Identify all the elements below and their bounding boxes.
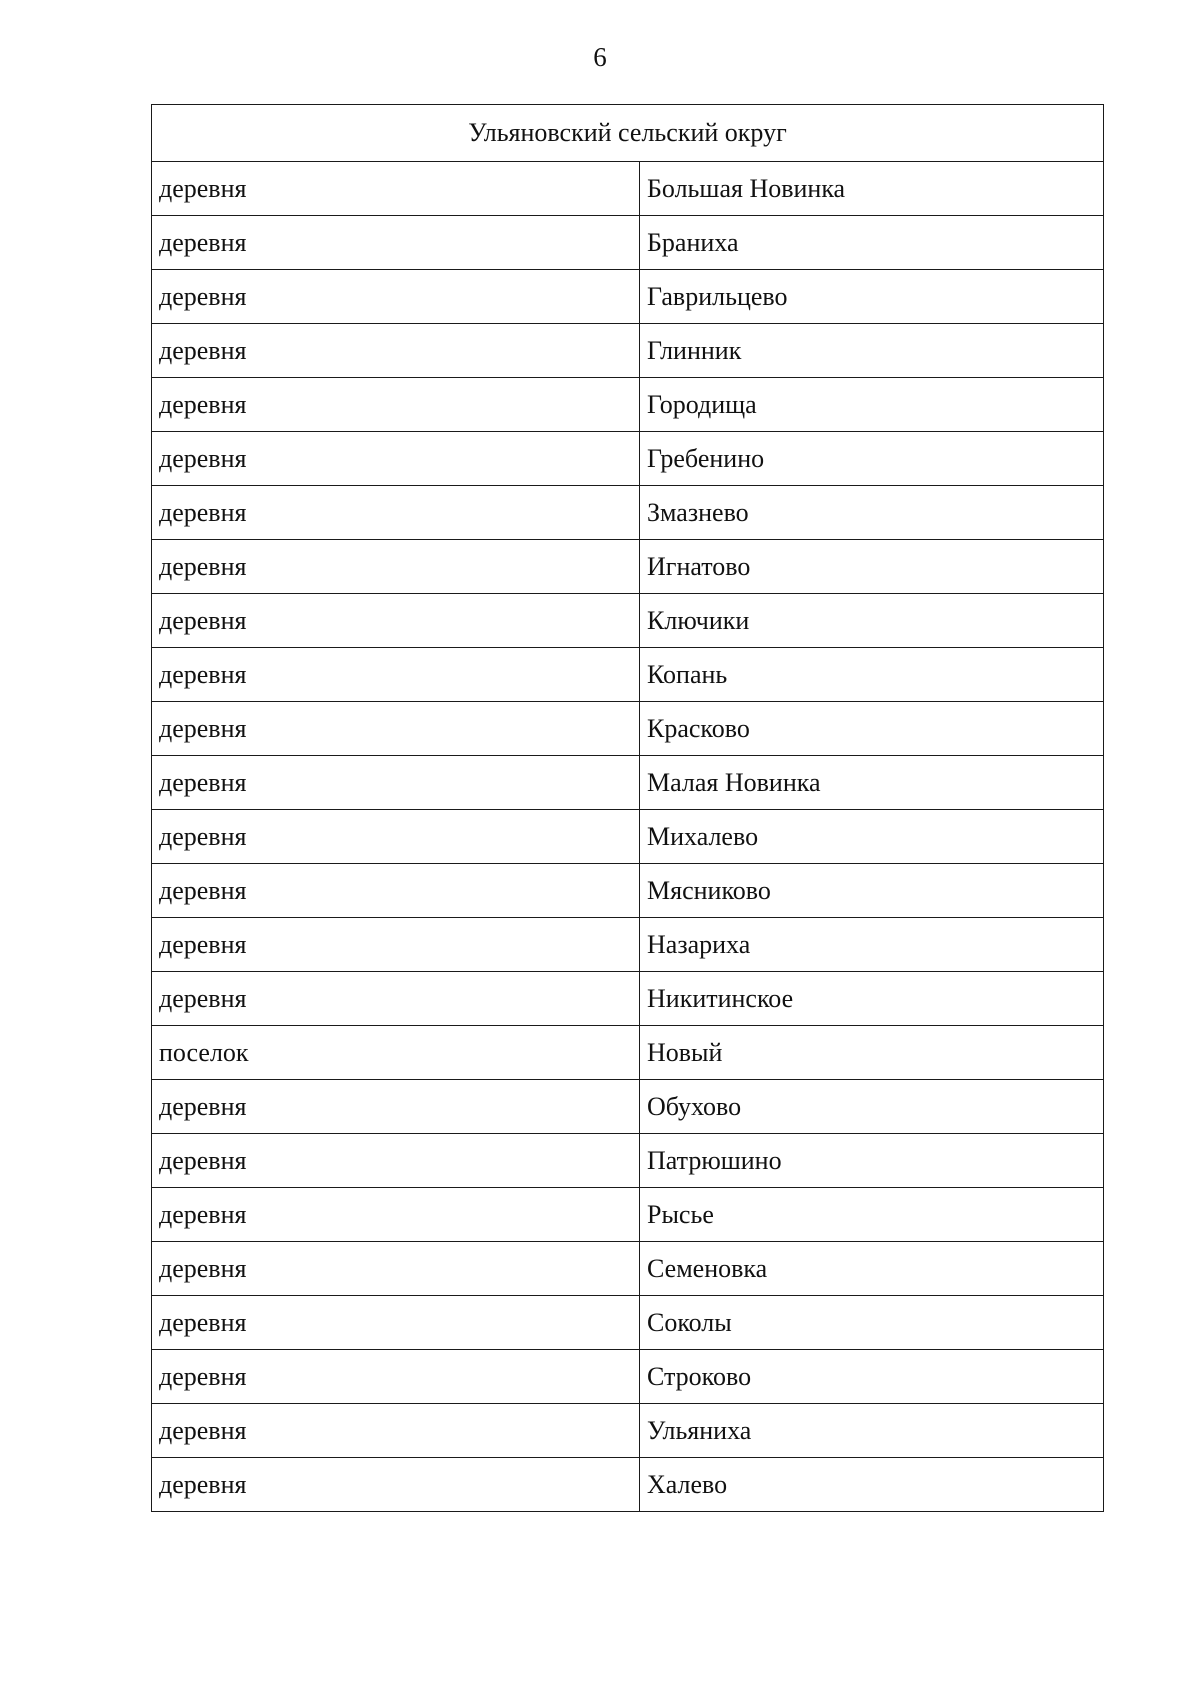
settlement-type-cell: деревня bbox=[152, 270, 640, 324]
settlement-name-cell: Мясниково bbox=[640, 864, 1104, 918]
settlement-name-cell: Обухово bbox=[640, 1080, 1104, 1134]
table-row bbox=[152, 1134, 1104, 1188]
page-number: 6 bbox=[593, 42, 607, 72]
settlement-name-cell: Ульяниха bbox=[640, 1404, 1104, 1458]
settlement-name-cell: Змазнево bbox=[640, 486, 1104, 540]
table-row bbox=[152, 756, 1104, 810]
table-row bbox=[152, 486, 1104, 540]
settlement-name-cell: Малая Новинка bbox=[640, 756, 1104, 810]
settlement-name-cell: Строково bbox=[640, 1350, 1104, 1404]
table-row bbox=[152, 702, 1104, 756]
settlement-type-cell: деревня bbox=[152, 1188, 640, 1242]
table-row bbox=[152, 1080, 1104, 1134]
settlements-table bbox=[151, 104, 1104, 1512]
table-row bbox=[152, 324, 1104, 378]
table-row bbox=[152, 540, 1104, 594]
settlement-type-cell: деревня bbox=[152, 486, 640, 540]
table-row bbox=[152, 1350, 1104, 1404]
settlement-name-cell: Халево bbox=[640, 1458, 1104, 1512]
settlement-name-cell: Большая Новинка bbox=[640, 162, 1104, 216]
table-row bbox=[152, 594, 1104, 648]
settlement-name-cell: Браниха bbox=[640, 216, 1104, 270]
settlement-name-cell: Патрюшино bbox=[640, 1134, 1104, 1188]
settlement-type-cell: деревня bbox=[152, 324, 640, 378]
table-row bbox=[152, 1026, 1104, 1080]
table-row bbox=[152, 864, 1104, 918]
settlement-type-cell: деревня bbox=[152, 540, 640, 594]
settlement-name-cell: Копань bbox=[640, 648, 1104, 702]
settlement-name-cell: Рысье bbox=[640, 1188, 1104, 1242]
settlement-name-cell: Игнатово bbox=[640, 540, 1104, 594]
settlement-name-cell: Никитинское bbox=[640, 972, 1104, 1026]
table-row bbox=[152, 216, 1104, 270]
settlement-type-cell: деревня bbox=[152, 648, 640, 702]
table-row bbox=[152, 432, 1104, 486]
settlement-type-cell: деревня bbox=[152, 1080, 640, 1134]
district-header: Ульяновский сельский округ bbox=[152, 105, 1104, 162]
table-row bbox=[152, 378, 1104, 432]
settlement-name-cell: Ключики bbox=[640, 594, 1104, 648]
settlement-type-cell: деревня bbox=[152, 594, 640, 648]
settlement-type-cell: деревня bbox=[152, 1242, 640, 1296]
settlement-type-cell: деревня bbox=[152, 1458, 640, 1512]
table-row bbox=[152, 1404, 1104, 1458]
settlement-name-cell: Гребенино bbox=[640, 432, 1104, 486]
table-row bbox=[152, 270, 1104, 324]
settlement-type-cell: деревня bbox=[152, 918, 640, 972]
table-row bbox=[152, 648, 1104, 702]
settlement-name-cell: Соколы bbox=[640, 1296, 1104, 1350]
settlement-name-cell: Красково bbox=[640, 702, 1104, 756]
table-row bbox=[152, 972, 1104, 1026]
settlement-type-cell: деревня bbox=[152, 702, 640, 756]
table-row bbox=[152, 1188, 1104, 1242]
settlement-type-cell: деревня bbox=[152, 1134, 640, 1188]
settlement-type-cell: деревня bbox=[152, 864, 640, 918]
table-row bbox=[152, 162, 1104, 216]
settlement-name-cell: Городища bbox=[640, 378, 1104, 432]
table-row bbox=[152, 1458, 1104, 1512]
table-row bbox=[152, 918, 1104, 972]
settlement-type-cell: деревня bbox=[152, 1296, 640, 1350]
settlement-name-cell: Новый bbox=[640, 1026, 1104, 1080]
settlement-type-cell: деревня bbox=[152, 162, 640, 216]
settlement-type-cell: деревня bbox=[152, 216, 640, 270]
settlement-type-cell: деревня bbox=[152, 972, 640, 1026]
table-row bbox=[152, 1296, 1104, 1350]
settlement-type-cell: поселок bbox=[152, 1026, 640, 1080]
settlement-type-cell: деревня bbox=[152, 432, 640, 486]
settlement-type-cell: деревня bbox=[152, 378, 640, 432]
table-header-row bbox=[152, 105, 1104, 162]
table-row bbox=[152, 810, 1104, 864]
settlement-name-cell: Назариха bbox=[640, 918, 1104, 972]
settlement-type-cell: деревня bbox=[152, 1404, 640, 1458]
settlement-type-cell: деревня bbox=[152, 1350, 640, 1404]
settlement-type-cell: деревня bbox=[152, 810, 640, 864]
settlement-name-cell: Глинник bbox=[640, 324, 1104, 378]
settlement-type-cell: деревня bbox=[152, 756, 640, 810]
settlement-name-cell: Михалево bbox=[640, 810, 1104, 864]
settlement-name-cell: Семеновка bbox=[640, 1242, 1104, 1296]
settlement-name-cell: Гаврильцево bbox=[640, 270, 1104, 324]
table-row bbox=[152, 1242, 1104, 1296]
